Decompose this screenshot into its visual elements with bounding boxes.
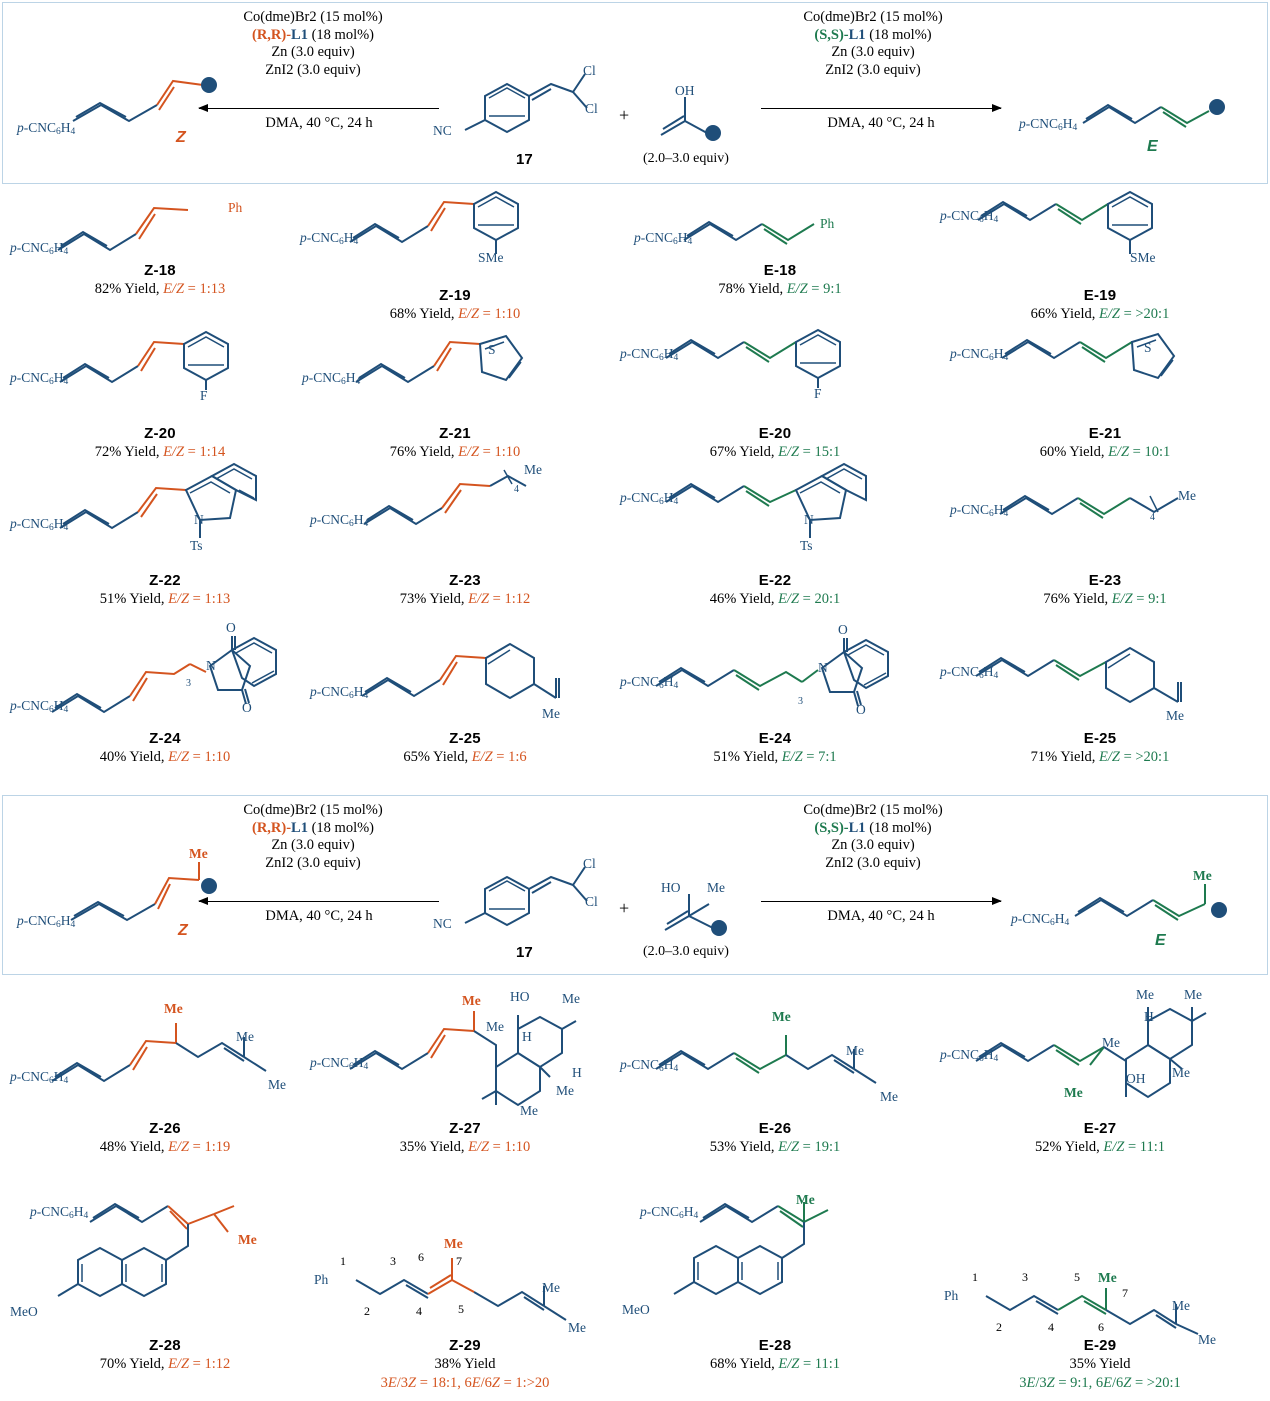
scheme2-substrate-nc: NC xyxy=(433,916,452,931)
me-label-1-z-27: Me xyxy=(462,993,481,1008)
me-label-3-e-29: Me xyxy=(1198,1332,1216,1347)
scheme1-left-conditions xyxy=(183,9,443,79)
me-label-3-e-26: Me xyxy=(880,1089,898,1104)
locant-5-z-29: 5 xyxy=(458,1302,464,1316)
entry-label-z-28: Z-28 xyxy=(149,1337,181,1354)
tail-label-e-23: Me xyxy=(1178,488,1196,503)
me-label-2-z-26: Me xyxy=(236,1029,254,1044)
tail-label-z-21: S xyxy=(488,342,496,357)
aryl-label-z-19: $p-CNC_6H_4$ xyxy=(300,230,359,247)
entry-label-e-19: E-19 xyxy=(1083,287,1117,304)
me-label-3-e-27: Me xyxy=(1102,1035,1120,1050)
cond-line-ligand: (S,S)-L1 (18 mol%) xyxy=(814,26,932,43)
me-label-1-e-27: Me xyxy=(1136,987,1154,1002)
nitrogen-label-e-22: N xyxy=(804,512,814,527)
me-label-4-e-27: Me xyxy=(1172,1065,1190,1080)
scheme1-equiv-note: (2.0–3.0 equiv) xyxy=(643,151,729,166)
locant-4-e-29: 4 xyxy=(1048,1320,1054,1334)
nitrogen-label-e-24: N xyxy=(818,660,828,675)
aryl-label-e-24: $p-CNC_6H_4$ xyxy=(620,674,679,691)
cond-line-ligand: (R,R)-L1 (18 mol%) xyxy=(251,26,375,43)
scheme2-left-product-structure xyxy=(61,856,261,946)
cond-line-zn: Zn (3.0 equiv) xyxy=(831,44,915,60)
ho-label-z-27: HO xyxy=(510,989,530,1004)
cond-line-ligand: (R,R)-L1 (18 mol%) xyxy=(251,819,375,836)
me-label-z-28: Me xyxy=(238,1232,257,1247)
entry-label-z-24: Z-24 xyxy=(149,730,181,747)
aryl-label-e-25: $p-CNC_6H_4$ xyxy=(940,664,999,681)
scheme2-left-aryl-label: $p-CNC_6H_4$ xyxy=(17,913,76,930)
entry-label-e-20: E-20 xyxy=(758,425,792,442)
entry-e-19 xyxy=(940,192,1260,323)
me-label-1-z-26: Me xyxy=(164,1001,183,1016)
entry-yield-e-19: 66% Yield, E/Z = >20:1 xyxy=(1030,306,1170,322)
entry-e-25 xyxy=(940,620,1260,766)
scheme2-plus-sign: + xyxy=(619,898,630,918)
oxygen-bottom-z-24: O xyxy=(242,700,252,715)
structure-e-27 xyxy=(970,985,1260,1120)
entry-yield-e-25: 71% Yield, E/Z = >20:1 xyxy=(1030,749,1170,765)
aryl-label-e-18: $p-CNC_6H_4$ xyxy=(634,230,693,247)
meo-label-z-28: MeO xyxy=(10,1304,38,1319)
me-label-5-z-27: Me xyxy=(520,1103,538,1118)
locant-2-z-29: 2 xyxy=(364,1304,370,1318)
scheme-2-box xyxy=(2,795,1268,975)
scheme1-left-solvent: DMA, 40 °C, 24 h xyxy=(265,115,373,131)
scheme1-alcohol-oh: OH xyxy=(675,83,695,98)
entry-yield-e-21: 60% Yield, E/Z = 10:1 xyxy=(1039,444,1171,460)
aryl-label-z-21: $p-CNC_6H_4$ xyxy=(302,370,361,387)
scheme2-substrate-structure xyxy=(455,851,595,941)
aryl-label-e-23: $p-CNC_6H_4$ xyxy=(950,502,1009,519)
entry-label-z-27: Z-27 xyxy=(449,1120,481,1137)
scheme1-right-solvent: DMA, 40 °C, 24 h xyxy=(827,115,935,131)
entry-yield-z-27: 35% Yield, E/Z = 1:10 xyxy=(399,1139,531,1155)
tail-label-z-25: Me xyxy=(542,706,560,721)
locant-1-z-29: 1 xyxy=(340,1254,346,1268)
me-label-e-28: Me xyxy=(796,1192,815,1207)
scheme1-left-aryl-label: $p-CNC_6H_4$ xyxy=(17,120,76,137)
entry-e-26 xyxy=(620,985,930,1156)
entry-label-z-23: Z-23 xyxy=(449,572,481,589)
tail-label-e-22: Ts xyxy=(800,538,813,553)
entry-yield-z-23: 73% Yield, E/Z = 1:12 xyxy=(399,591,531,607)
entry-yield-z-19: 68% Yield, E/Z = 1:10 xyxy=(389,306,521,322)
me-label-3-z-26: Me xyxy=(268,1077,286,1092)
aryl-label-e-19: $p-CNC_6H_4$ xyxy=(940,208,999,225)
entry-yield-e-29: 35% Yield xyxy=(1069,1356,1131,1372)
structure-e-24 xyxy=(650,620,930,730)
entry-z-22 xyxy=(10,462,320,608)
scheme1-substrate-nc: NC xyxy=(433,123,452,138)
entry-label-z-26: Z-26 xyxy=(149,1120,181,1137)
me-label-4-z-27: Me xyxy=(556,1083,574,1098)
entry-yield-z-18: 82% Yield, E/Z = 1:13 xyxy=(94,281,226,297)
locant-6-e-29: 6 xyxy=(1098,1320,1104,1334)
entry-label-z-19: Z-19 xyxy=(439,287,471,304)
h-label-2-z-27: H xyxy=(572,1065,582,1080)
locant-2-e-29: 2 xyxy=(996,1320,1002,1334)
structure-z-22 xyxy=(50,462,320,572)
entry-e-24 xyxy=(620,620,930,766)
locant-6-z-29: 6 xyxy=(418,1250,424,1264)
nitrogen-label-z-22: N xyxy=(194,512,204,527)
structure-e-18 xyxy=(674,192,914,262)
cond-line-zni2: ZnI2 (3.0 equiv) xyxy=(265,854,361,871)
scheme2-alcohol-ho: HO xyxy=(661,880,681,895)
cond-line-zn: Zn (3.0 equiv) xyxy=(271,837,355,853)
entry-e-23 xyxy=(950,462,1260,608)
entry-yield-e-26: 53% Yield, E/Z = 19:1 xyxy=(709,1139,841,1155)
scheme2-substrate-cl-top: Cl xyxy=(583,856,596,871)
entry-yield-e-27: 52% Yield, E/Z = 11:1 xyxy=(1035,1139,1165,1155)
tail-label-z-19: SMe xyxy=(478,250,504,265)
entry-label-z-18: Z-18 xyxy=(144,262,176,279)
entry-yield-z-20: 72% Yield, E/Z = 1:14 xyxy=(94,444,226,460)
scheme2-left-me-label: Me xyxy=(189,846,208,861)
me-label-1-e-26: Me xyxy=(772,1009,791,1024)
scheme2-right-e-tag: E xyxy=(1155,932,1166,949)
entry-z-24 xyxy=(10,620,320,766)
structure-z-27 xyxy=(344,985,634,1120)
aryl-label-e-27: $p-CNC_6H_4$ xyxy=(940,1047,999,1064)
me-label-2-z-29: Me xyxy=(542,1280,560,1295)
entry-yield-e-28: 68% Yield, E/Z = 11:1 xyxy=(710,1356,840,1372)
me-label-1-e-29: Me xyxy=(1098,1270,1117,1285)
entry-ratio-e-29: 3E/3Z = 9:1, 6E/6Z = >20:1 xyxy=(1019,1375,1181,1391)
locant-3-z-29: 3 xyxy=(390,1254,396,1268)
scheme2-right-me-label: Me xyxy=(1193,868,1212,883)
ph-label-e-29: Ph xyxy=(944,1288,959,1303)
structure-e-20 xyxy=(656,330,916,425)
nitrogen-label-z-24: N xyxy=(206,658,216,673)
scheme1-substrate-cl-bottom: Cl xyxy=(585,101,598,116)
entry-yield-e-23: 76% Yield, E/Z = 9:1 xyxy=(1043,591,1167,607)
entry-label-e-23: E-23 xyxy=(1088,572,1122,589)
entry-yield-z-25: 65% Yield, E/Z = 1:6 xyxy=(403,749,527,765)
cond-line-catalyst: Co(dme)Br2 (15 mol%) xyxy=(243,9,383,25)
entry-e-20 xyxy=(620,330,930,461)
tail-label-e-19: SMe xyxy=(1130,250,1156,265)
oxygen-bottom-e-24: O xyxy=(856,702,866,717)
tail-label-e-18: Ph xyxy=(820,216,835,231)
scheme1-left-z-tag: Z xyxy=(176,129,186,146)
entry-yield-z-26: 48% Yield, E/Z = 1:19 xyxy=(99,1139,231,1155)
me-label-3-z-27: Me xyxy=(486,1019,504,1034)
entry-label-z-22: Z-22 xyxy=(149,572,181,589)
entry-z-18 xyxy=(10,192,310,298)
entry-label-e-24: E-24 xyxy=(758,730,792,747)
entry-label-e-18: E-18 xyxy=(763,262,797,279)
scheme2-right-aryl-label: $p-CNC_6H_4$ xyxy=(1011,911,1070,928)
tail-label-e-21: S xyxy=(1144,340,1152,355)
entry-z-23 xyxy=(310,462,620,608)
tail-label-z-18: Ph xyxy=(228,200,243,215)
aryl-label-e-21: $p-CNC_6H_4$ xyxy=(950,346,1009,363)
aryl-label-z-28: $p-CNC_6H_4$ xyxy=(30,1204,89,1221)
scheme1-alcohol-structure xyxy=(651,75,741,145)
structure-e-22 xyxy=(656,462,926,572)
aryl-label-z-24: $p-CNC_6H_4$ xyxy=(10,698,69,715)
entry-z-20 xyxy=(10,330,310,461)
chain-count-e-24: 3 xyxy=(798,696,803,707)
entry-e-22 xyxy=(620,462,930,608)
entry-z-21 xyxy=(300,330,610,461)
structure-e-23 xyxy=(990,462,1240,572)
scheme1-substrate-number: 17 xyxy=(516,151,533,168)
cond-line-catalyst: Co(dme)Br2 (15 mol%) xyxy=(803,802,943,818)
scheme2-left-z-tag: Z xyxy=(178,922,188,939)
scheme2-alcohol-structure xyxy=(651,868,761,938)
scheme1-right-e-tag: E xyxy=(1147,138,1158,155)
scheme-1-box xyxy=(2,2,1268,184)
h-label-1-e-27: H xyxy=(1144,1009,1154,1024)
entry-z-25 xyxy=(310,620,620,766)
chain-count-z-24: 3 xyxy=(186,678,191,689)
scheme1-right-conditions xyxy=(743,9,1003,79)
structure-e-25 xyxy=(970,620,1260,730)
scheme2-left-solvent: DMA, 40 °C, 24 h xyxy=(265,908,373,924)
entry-z-29 xyxy=(310,1192,620,1392)
aryl-label-z-27: $p-CNC_6H_4$ xyxy=(310,1055,369,1072)
structure-z-23 xyxy=(354,462,604,572)
scheme2-right-solvent: DMA, 40 °C, 24 h xyxy=(827,908,935,924)
structure-z-26 xyxy=(46,985,326,1120)
scheme2-right-conditions xyxy=(743,802,1003,872)
me-label-2-e-27: Me xyxy=(1184,987,1202,1002)
scheme1-right-arrow xyxy=(761,108,1001,109)
entry-e-29 xyxy=(940,1192,1260,1392)
locant-7-z-29: 7 xyxy=(456,1254,462,1268)
cond-line-ligand: (S,S)-L1 (18 mol%) xyxy=(814,819,932,836)
entry-e-27 xyxy=(940,985,1260,1156)
entry-yield-z-24: 40% Yield, E/Z = 1:10 xyxy=(99,749,231,765)
locant-7-e-29: 7 xyxy=(1122,1286,1128,1300)
structure-e-29 xyxy=(966,1192,1246,1337)
entry-label-z-20: Z-20 xyxy=(144,425,176,442)
entry-e-28 xyxy=(620,1192,930,1373)
scheme2-right-product-structure xyxy=(1069,862,1249,942)
aryl-label-z-20: $p-CNC_6H_4$ xyxy=(10,370,69,387)
entry-label-e-25: E-25 xyxy=(1083,730,1117,747)
aryl-label-z-23: $p-CNC_6H_4$ xyxy=(310,512,369,529)
me-label-5-e-27: Me xyxy=(1064,1085,1083,1100)
entry-yield-e-18: 78% Yield, E/Z = 9:1 xyxy=(718,281,842,297)
aryl-label-z-25: $p-CNC_6H_4$ xyxy=(310,684,369,701)
me-label-1-z-29: Me xyxy=(444,1236,463,1251)
locant-4-z-29: 4 xyxy=(416,1304,422,1318)
cond-line-catalyst: Co(dme)Br2 (15 mol%) xyxy=(243,802,383,818)
structure-z-21 xyxy=(346,330,596,425)
cond-line-zn: Zn (3.0 equiv) xyxy=(831,837,915,853)
aryl-label-z-26: $p-CNC_6H_4$ xyxy=(10,1069,69,1086)
me-label-3-z-29: Me xyxy=(568,1320,586,1335)
scheme1-substrate-cl-top: Cl xyxy=(583,63,596,78)
aryl-label-z-18: $p-CNC_6H_4$ xyxy=(10,240,69,257)
scheme1-right-aryl-label: $p-CNC_6H_4$ xyxy=(1019,116,1078,133)
chain-count-e-23: 4 xyxy=(1150,512,1155,523)
entry-e-21 xyxy=(950,330,1260,461)
aryl-label-e-22: $p-CNC_6H_4$ xyxy=(620,490,679,507)
tail-label-z-23: Me xyxy=(524,462,542,477)
oh-label-e-27: OH xyxy=(1126,1071,1146,1086)
structure-z-24 xyxy=(46,620,326,730)
scheme2-substrate-number: 17 xyxy=(516,944,533,961)
entry-label-e-22: E-22 xyxy=(758,572,792,589)
cond-line-zni2: ZnI2 (3.0 equiv) xyxy=(825,61,921,78)
aryl-label-e-26: $p-CNC_6H_4$ xyxy=(620,1057,679,1074)
tail-label-z-22: Ts xyxy=(190,538,203,553)
ph-label-z-29: Ph xyxy=(314,1272,329,1287)
me-label-2-e-26: Me xyxy=(846,1043,864,1058)
scheme2-substrate-cl-bottom: Cl xyxy=(585,894,598,909)
tail-label-e-25: Me xyxy=(1166,708,1184,723)
meo-label-e-28: MeO xyxy=(622,1302,650,1317)
me-label-2-z-27: Me xyxy=(562,991,580,1006)
scheme1-left-product-structure xyxy=(63,73,253,143)
structure-e-21 xyxy=(992,330,1242,425)
tail-label-e-20: F xyxy=(814,386,822,401)
oxygen-top-z-24: O xyxy=(226,620,236,635)
entry-label-z-25: Z-25 xyxy=(449,730,481,747)
entry-label-e-27: E-27 xyxy=(1083,1120,1117,1137)
structure-e-19 xyxy=(968,192,1248,287)
structure-z-29 xyxy=(336,1192,616,1337)
scheme1-right-product-structure xyxy=(1077,85,1247,145)
entry-yield-z-22: 51% Yield, E/Z = 1:13 xyxy=(99,591,231,607)
aryl-label-z-22: $p-CNC_6H_4$ xyxy=(10,516,69,533)
entry-z-19 xyxy=(300,192,610,323)
entry-z-27 xyxy=(310,985,620,1156)
entry-label-z-29: Z-29 xyxy=(449,1337,481,1354)
structure-z-20 xyxy=(50,330,300,425)
structure-z-18 xyxy=(48,192,298,262)
scheme2-alcohol-me: Me xyxy=(707,880,725,895)
scheme2-equiv-note: (2.0–3.0 equiv) xyxy=(643,944,729,959)
entry-yield-z-21: 76% Yield, E/Z = 1:10 xyxy=(389,444,521,460)
scheme1-substrate-structure xyxy=(455,58,595,148)
structure-z-25 xyxy=(352,620,622,730)
chain-count-z-23: 4 xyxy=(514,484,519,495)
entry-e-18 xyxy=(630,192,930,298)
entry-z-28 xyxy=(10,1192,320,1373)
tail-label-z-20: F xyxy=(200,388,208,403)
entry-z-26 xyxy=(10,985,320,1156)
entry-ratio-z-29: 3E/3Z = 18:1, 6E/6Z = 1:>20 xyxy=(380,1375,550,1391)
locant-1-e-29: 1 xyxy=(972,1270,978,1284)
cond-line-zni2: ZnI2 (3.0 equiv) xyxy=(825,854,921,871)
oxygen-top-e-24: O xyxy=(838,622,848,637)
cond-line-zni2: ZnI2 (3.0 equiv) xyxy=(265,61,361,78)
scheme1-plus-sign: + xyxy=(619,105,630,125)
h-label-1-z-27: H xyxy=(522,1029,532,1044)
entry-yield-z-29: 38% Yield xyxy=(434,1356,496,1372)
entry-label-e-26: E-26 xyxy=(758,1120,792,1137)
aryl-label-e-28: $p-CNC_6H_4$ xyxy=(640,1204,699,1221)
entry-yield-e-24: 51% Yield, E/Z = 7:1 xyxy=(713,749,837,765)
me-label-2-e-29: Me xyxy=(1172,1298,1190,1313)
entry-label-e-28: E-28 xyxy=(758,1337,792,1354)
scheme2-right-arrow xyxy=(761,901,1001,902)
entry-yield-e-20: 67% Yield, E/Z = 15:1 xyxy=(709,444,841,460)
entry-yield-e-22: 46% Yield, E/Z = 20:1 xyxy=(709,591,841,607)
locant-3-e-29: 3 xyxy=(1022,1270,1028,1284)
cond-line-zn: Zn (3.0 equiv) xyxy=(271,44,355,60)
entry-label-e-29: E-29 xyxy=(1083,1337,1117,1354)
aryl-label-e-20: $p-CNC_6H_4$ xyxy=(620,346,679,363)
locant-5-e-29: 5 xyxy=(1074,1270,1080,1284)
entry-label-e-21: E-21 xyxy=(1088,425,1122,442)
cond-line-catalyst: Co(dme)Br2 (15 mol%) xyxy=(803,9,943,25)
entry-yield-z-28: 70% Yield, E/Z = 1:12 xyxy=(99,1356,231,1372)
entry-label-z-21: Z-21 xyxy=(439,425,471,442)
structure-z-19 xyxy=(340,192,600,287)
